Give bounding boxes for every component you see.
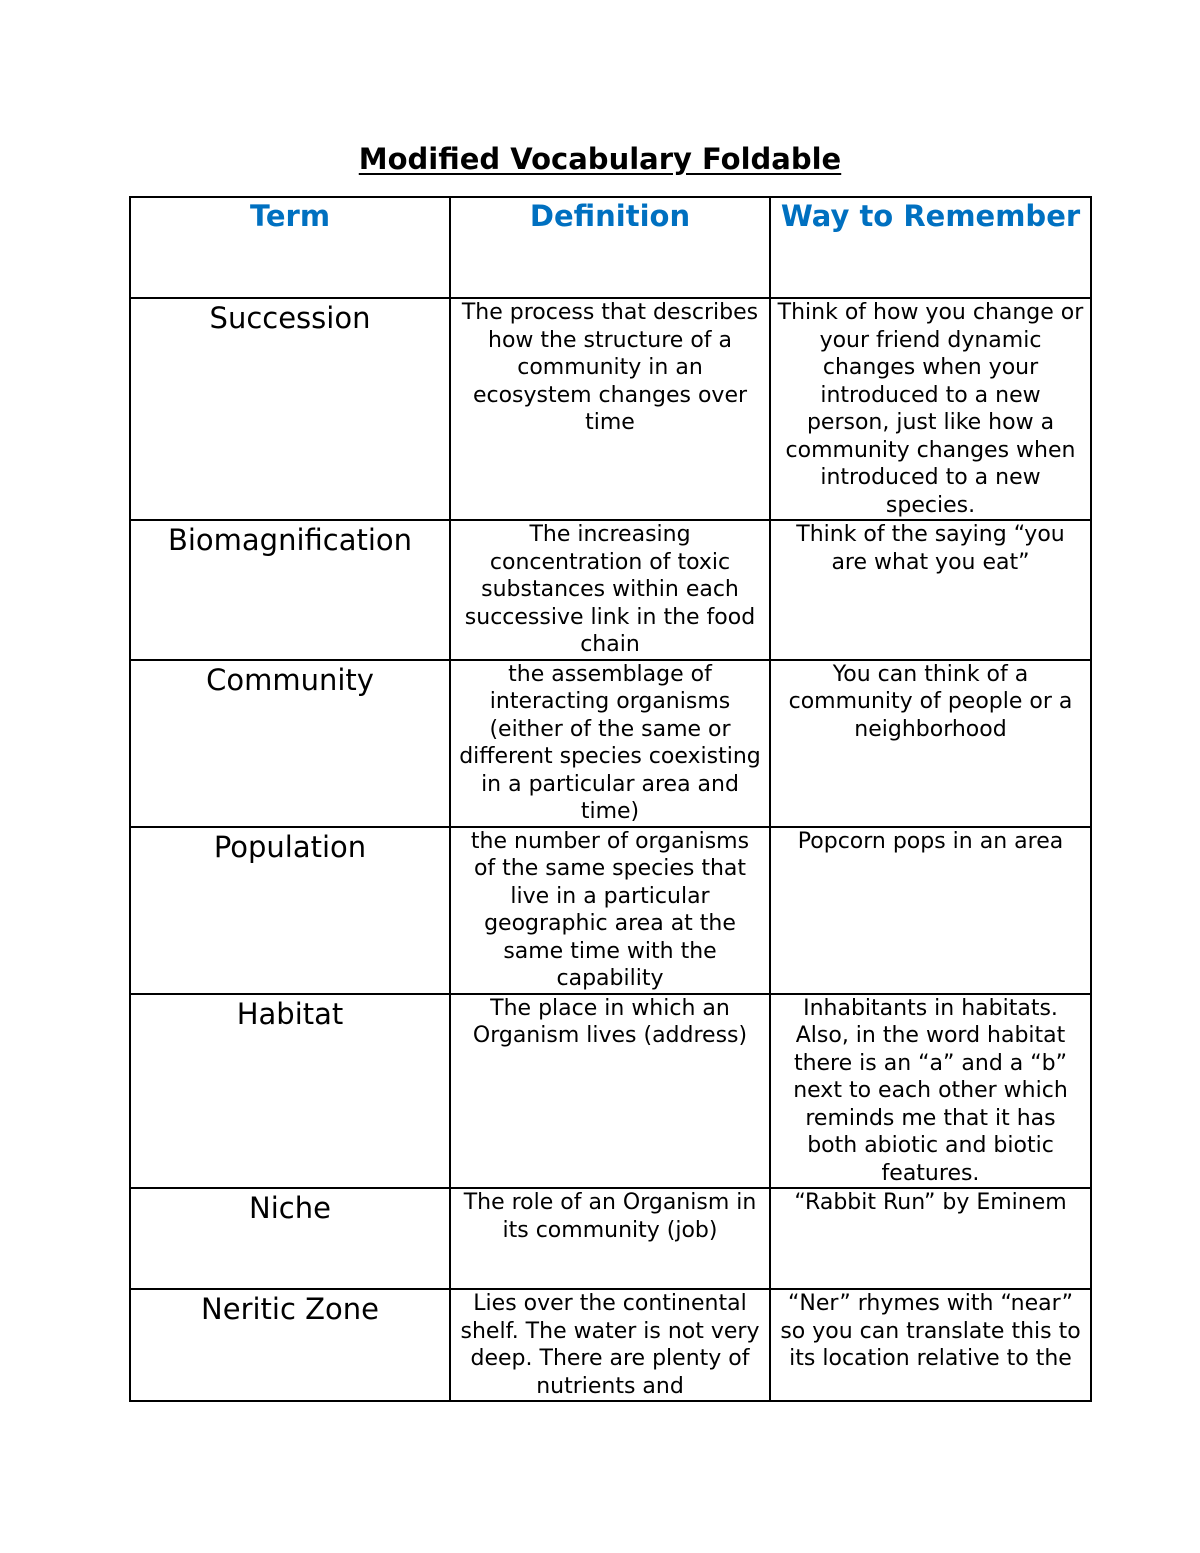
definition-cell: the assemblage of interacting organisms (either of the same or different species coexisting in a particular area and time) bbox=[450, 660, 770, 827]
table-row bbox=[130, 1289, 1091, 1401]
remember-cell: Popcorn pops in an area bbox=[770, 827, 1091, 994]
definition-cell: Lies over the continental shelf. The water is not very deep. There are plenty of nutrients and bbox=[450, 1289, 770, 1401]
table-row bbox=[130, 660, 1091, 827]
header-term: Term bbox=[130, 197, 450, 298]
remember-cell: You can think of a community of people or a neighborhood bbox=[770, 660, 1091, 827]
remember-cell: Think of the saying “you are what you eat” bbox=[770, 520, 1091, 660]
table-row bbox=[130, 994, 1091, 1189]
term-cell: Succession bbox=[130, 298, 450, 520]
term-cell: Neritic Zone bbox=[130, 1289, 450, 1401]
remember-cell: Think of how you change or your friend dynamic changes when your introduced to a new person, just like how a community changes when introduced to a new species. bbox=[770, 298, 1091, 520]
definition-cell: The role of an Organism in its community (job) bbox=[450, 1188, 770, 1289]
term-cell: Biomagnification bbox=[130, 520, 450, 660]
remember-cell: Inhabitants in habitats. Also, in the word habitat there is an “a” and a “b” next to each other which reminds me that it has both abiotic and biotic features. bbox=[770, 994, 1091, 1189]
vocabulary-table bbox=[129, 196, 1092, 1402]
header-definition: Definition bbox=[450, 197, 770, 298]
table-row bbox=[130, 1188, 1091, 1289]
term-cell: Community bbox=[130, 660, 450, 827]
table-row bbox=[130, 520, 1091, 660]
term-cell: Population bbox=[130, 827, 450, 994]
page-title: Modified Vocabulary Foldable bbox=[358, 142, 842, 176]
table-row bbox=[130, 827, 1091, 994]
remember-cell: “Ner” rhymes with “near” so you can translate this to its location relative to the bbox=[770, 1289, 1091, 1401]
definition-cell: The process that describes how the structure of a community in an ecosystem changes over time bbox=[450, 298, 770, 520]
remember-cell: “Rabbit Run” by Eminem bbox=[770, 1188, 1091, 1289]
header-way-to-remember: Way to Remember bbox=[770, 197, 1091, 298]
term-cell: Niche bbox=[130, 1188, 450, 1289]
term-cell: Habitat bbox=[130, 994, 450, 1189]
definition-cell: the number of organisms of the same species that live in a particular geographic area at the same time with the capability bbox=[450, 827, 770, 994]
definition-cell: The increasing concentration of toxic substances within each successive link in the food chain bbox=[450, 520, 770, 660]
table-row bbox=[130, 298, 1091, 520]
definition-cell: The place in which an Organism lives (address) bbox=[450, 994, 770, 1189]
header-row bbox=[130, 197, 1091, 298]
